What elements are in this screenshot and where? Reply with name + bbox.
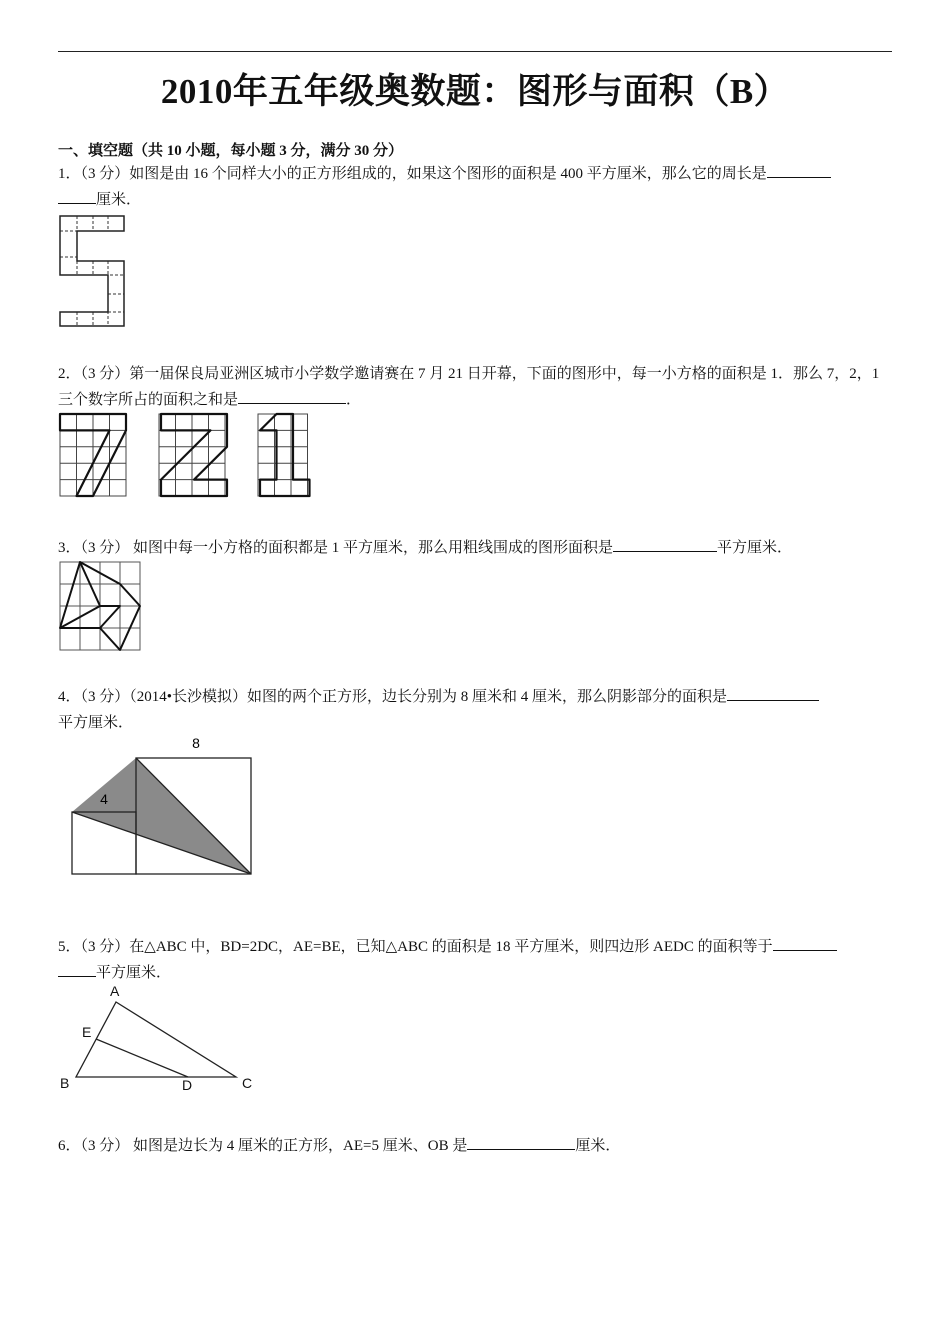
- question-number: 4．: [58, 689, 81, 705]
- question-3: [58, 535, 894, 561]
- question-text: 第一届保良局亚洲区城市小学数学邀请赛在 7 月 21 日开幕，下面的图形中，每一小方格的面积是 1．那么 7，2，1 三个数字所占的面积之和是: [58, 366, 880, 408]
- label-c: C: [242, 1075, 253, 1091]
- question-4: [58, 684, 894, 736]
- figure-721-grids: [58, 412, 318, 498]
- question-points: （3 分）: [80, 166, 130, 182]
- question-5: [58, 934, 894, 986]
- answer-blank[interactable]: [767, 162, 831, 178]
- label-d: D: [182, 1077, 193, 1093]
- question-suffix: 厘米．: [96, 192, 142, 208]
- question-number: 3．: [58, 540, 81, 556]
- label-side-4: 4: [100, 791, 108, 807]
- label-e: E: [82, 1024, 92, 1040]
- question-suffix: ．: [346, 392, 362, 408]
- label-side-8: 8: [192, 735, 200, 751]
- figure-two-squares: [70, 730, 270, 880]
- question-text: 如图是由 16 个同样大小的正方形组成的，如果这个图形的面积是 400 平方厘米，那么它的周长是: [129, 166, 767, 182]
- question-6: [58, 1133, 894, 1159]
- answer-blank[interactable]: [773, 935, 837, 951]
- answer-blank[interactable]: [613, 536, 717, 552]
- answer-blank-continued[interactable]: [58, 961, 96, 977]
- question-text: 如图中每一小方格的面积都是 1 平方厘米，那么用粗线围成的图形面积是: [133, 540, 614, 556]
- answer-blank-continued[interactable]: [58, 188, 96, 204]
- question-number: 5．: [58, 939, 81, 955]
- question-number: 1．: [58, 166, 81, 182]
- answer-blank[interactable]: [467, 1134, 575, 1150]
- question-points: （3 分）: [80, 540, 130, 556]
- question-suffix: 平方厘米．: [96, 965, 172, 981]
- question-1: [58, 161, 894, 213]
- question-points: （3 分）: [80, 689, 130, 705]
- question-text: 在△ABC 中，BD=2DC，AE=BE，已知△ABC 的面积是 18 平方厘米，则四边形 AEDC 的面积等于: [129, 939, 773, 955]
- figure-triangle-abc: [58, 982, 268, 1094]
- section-heading: 一、填空题（共 10 小题，每小题 3 分，满分 30 分）: [58, 143, 404, 159]
- answer-blank[interactable]: [238, 388, 346, 404]
- question-points: （3 分）: [80, 1138, 130, 1154]
- label-a: A: [110, 983, 120, 999]
- shaded-triangle: [72, 758, 251, 874]
- question-number: 6．: [58, 1138, 81, 1154]
- question-points: （3 分）: [80, 939, 130, 955]
- question-text: （2014•长沙模拟）如图的两个正方形，边长分别为 8 厘米和 4 厘米，那么阴影部分的面积是: [129, 689, 728, 705]
- question-suffix: 平方厘米．: [58, 715, 134, 731]
- question-number: 2．: [58, 366, 81, 382]
- answer-blank[interactable]: [727, 685, 819, 701]
- page-title: 2010年五年级奥数题：图形与面积（B）: [160, 72, 790, 111]
- question-2: [58, 361, 894, 413]
- figure-grid-polygon: [58, 560, 144, 652]
- question-points: （3 分）: [80, 366, 130, 382]
- figure-s-shape: [58, 214, 128, 330]
- top-rule: [58, 51, 892, 52]
- question-text: 如图是边长为 4 厘米的正方形，AE=5 厘米、OB 是: [133, 1138, 468, 1154]
- question-suffix: 平方厘米．: [717, 540, 793, 556]
- question-suffix: 厘米．: [575, 1138, 621, 1154]
- label-b: B: [60, 1075, 70, 1091]
